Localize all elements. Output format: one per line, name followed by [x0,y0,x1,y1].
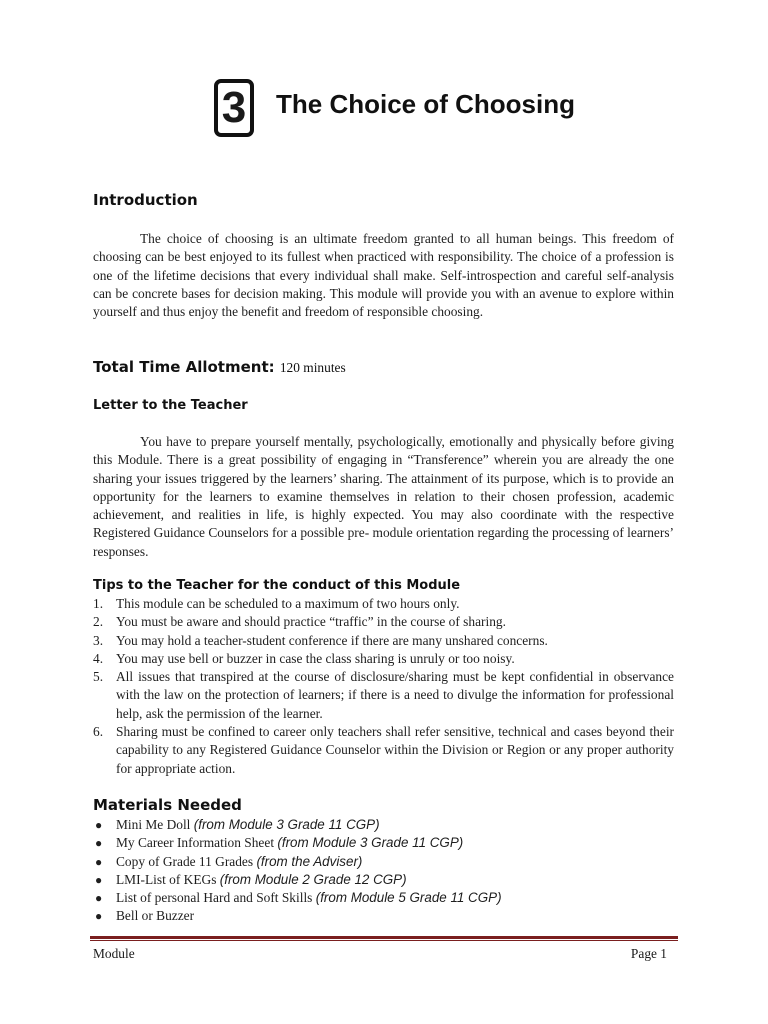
material-source: (from Module 2 Grade 12 CGP) [219,871,407,887]
material-source: (from Module 5 Grade 11 CGP) [315,890,502,906]
tip-text: You may use bell or buzzer in case the class sharing is unruly or too noisy. [116,650,515,666]
material-item [93,871,674,889]
tip-number: 5. [93,669,104,685]
bullet-icon: ● [95,854,103,869]
tip-text: You may hold a teacher-student conference if there are many unshared concerns. [116,632,548,648]
material-name: List of personal Hard and Soft Skills [116,890,313,906]
materials-heading: Materials Needed [93,796,242,814]
introduction-paragraph [93,230,674,321]
tip-text: You must be aware and should practice “traffic” in the course of sharing. [116,614,506,630]
bullet-icon: ● [95,872,103,887]
footer-divider-thick [90,936,678,939]
tip-item [93,668,674,723]
letter-text: You have to prepare yourself mentally, psychologically, emotionally and physically before giving this Module. There is a great possibility of engaging in “Transference” wherein you are already the one sharing your issues triggered by the learners’ sharing. The attainment of its purpose, which is to provide an opportunity for the learners to examine themselves in relation to their chosen profession, academic achievement, and realities in life, is highly expected. You may also coordinate with the respective Registered Guidance Counselors for a possible pre- module orientation regarding the processing of learners’ responses. [93,434,674,559]
time-allotment [93,358,346,376]
tip-item [93,613,674,631]
tip-text: Sharing must be confined to career only teachers shall refer sensitive, technical and cases beyond their capability to any Registered Guidance Counselor within the Division or Region or any proper authority for appropriate action. [116,724,674,776]
tip-number: 2. [93,614,104,630]
tip-number: 6. [93,724,104,740]
material-name: Bell or Buzzer [116,908,195,924]
letter-paragraph [93,433,674,561]
tips-list [93,595,674,778]
introduction-heading: Introduction [93,191,198,209]
material-name: My Career Information Sheet [116,835,275,851]
material-source: (from Module 3 Grade 11 CGP) [193,817,380,832]
materials-list [93,816,674,926]
bullet-icon: ● [95,891,103,906]
tip-item [93,723,674,778]
bullet-icon: ● [95,836,103,851]
footer-page-number: Page 1 [630,946,667,961]
letter-heading: Letter to the Teacher [93,398,248,413]
tip-number: 1. [93,596,104,611]
tips-heading: Tips to the Teacher for the conduct of this Module [93,578,461,593]
material-item [93,834,674,852]
introduction-text: The choice of choosing is an ultimate freedom granted to all human beings. This freedom of choosing can be best enjoyed to its fullest when practiced with responsibility. The choice of a profession is one of the lifetime decisions that every individual shall make. Self-introspection and careful self-analysis can be concrete bases for decision making. This module will provide you with an avenue to explore within yourself and thus enjoy the benefit and freedom of responsible choosing. [93,231,674,320]
material-item [93,816,674,834]
tip-number: 4. [93,650,104,666]
material-item [93,853,674,871]
material-source: (from Module 3 Grade 11 CGP) [277,835,464,851]
module-title-block [214,76,575,140]
tip-number: 3. [93,632,104,648]
time-allotment-separator: : [268,358,275,376]
tip-item [93,632,674,650]
material-name: Copy of Grade 11 Grades [116,853,254,869]
time-allotment-label: Total Time Allotment [93,358,269,376]
material-name: Mini Me Doll [116,817,191,832]
tip-text: This module can be scheduled to a maximum of two hours only. [116,596,460,611]
tip-item [93,595,674,613]
material-name: LMI-List of KEGs [116,871,217,887]
module-number-box: 3 [214,79,254,137]
footer-divider-thin [90,940,678,941]
footer-divider [90,936,678,941]
footer-module-label: Module [93,946,135,961]
tip-item [93,650,674,668]
page-title: The Choice of Choosing [276,88,575,119]
bullet-icon: ● [95,909,103,924]
tip-text: All issues that transpired at the course of disclosure/sharing must be kept confidential in observance with the law on the protection of learners; if there is a need to divulge the information for professional help, ask the permission of the learner. [116,669,674,721]
material-source: (from the Adviser) [256,853,363,869]
bullet-icon: ● [95,818,103,832]
time-allotment-value: 120 minutes [279,360,346,375]
material-item [93,889,674,907]
material-item [93,907,674,925]
